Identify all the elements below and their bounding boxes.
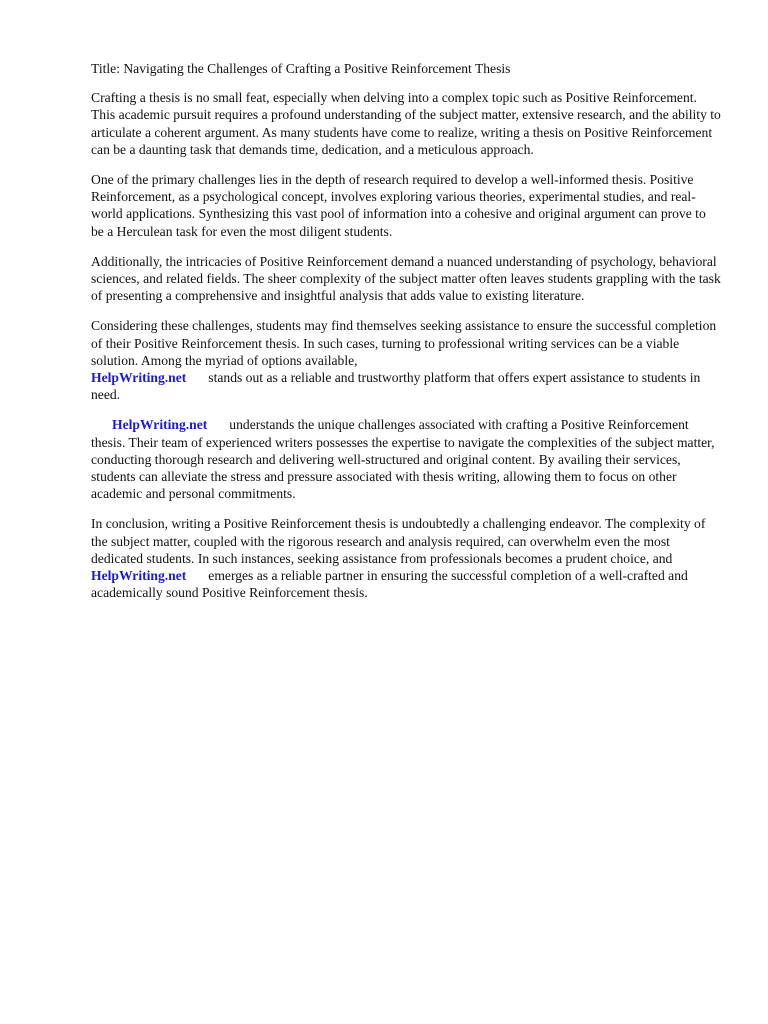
helpwriting-link-1[interactable]: HelpWriting.net	[91, 370, 187, 386]
paragraph-assistance-text-before: Considering these challenges, students may find themselves seeking assistance to ensure the successful completion of their Positive Reinforcement thesis. In such cases, turning to professional writing services can be a viable solution. Among the myriad of options available,	[91, 318, 717, 368]
paragraph-assistance-text-after: stands out as a reliable and trustworthy platform that offers expert assistance to students in need.	[91, 370, 701, 403]
paragraph-intro: Crafting a thesis is no small feat, especially when delving into a complex topic such as Positive Reinforcement. This academic pursuit requires a profound understanding of the subject matter, extensive research, and the ability to articulate a coherent argument. As many students have come to realize, writing a thesis on Positive Reinforcement can be a daunting task that demands time, dedication, and a meticulous approach.	[91, 90, 721, 157]
paragraph-helpwriting-text: understands the unique challenges associated with crafting a Positive Reinforcement thesis. Their team of experienced writers possesses the expertise to navigate the complexities of the subject matter, conducting thorough research and delivering well-structured and original content. By availing their services, students can alleviate the stress and pressure associated with thesis writing, allowing them to focus on other academic and personal commitments.	[91, 417, 715, 502]
paragraph-conclusion	[91, 515, 721, 601]
paragraph-conclusion-text-before: In conclusion, writing a Positive Reinforcement thesis is undoubtedly a challenging endeavor. The complexity of the subject matter, coupled with the rigorous research and analysis required, can overwhelm even the most dedicated students. In such instances, seeking assistance from professionals becomes a prudent choice, and	[91, 516, 706, 566]
paragraph-helpwriting	[91, 416, 721, 502]
paragraph-intricacies: Additionally, the intricacies of Positive Reinforcement demand a nuanced understanding of psychology, behavioral sciences, and related fields. The sheer complexity of the subject matter often leaves students grappling with the task of presenting a comprehensive and insightful analysis that adds value to existing literature.	[91, 253, 721, 304]
paragraph-conclusion-text-after: emerges as a reliable partner in ensuring the successful completion of a well-crafted and academically sound Positive Reinforcement thesis.	[91, 568, 688, 601]
paragraph-research: One of the primary challenges lies in the depth of research required to develop a well-informed thesis. Positive Reinforcement, as a psychological concept, involves exploring various theories, experimental studies, and real-world applications. Synthesizing this vast pool of information into a cohesive and original argument can prove to be a Herculean task for even the most diligent students.	[91, 172, 706, 239]
document-page	[91, 60, 721, 614]
helpwriting-link-2[interactable]: HelpWriting.net	[112, 417, 208, 433]
paragraph-assistance	[91, 317, 721, 403]
document-title: Title: Navigating the Challenges of Crafting a Positive Reinforcement Thesis	[91, 61, 511, 76]
helpwriting-link-3[interactable]: HelpWriting.net	[91, 568, 187, 584]
